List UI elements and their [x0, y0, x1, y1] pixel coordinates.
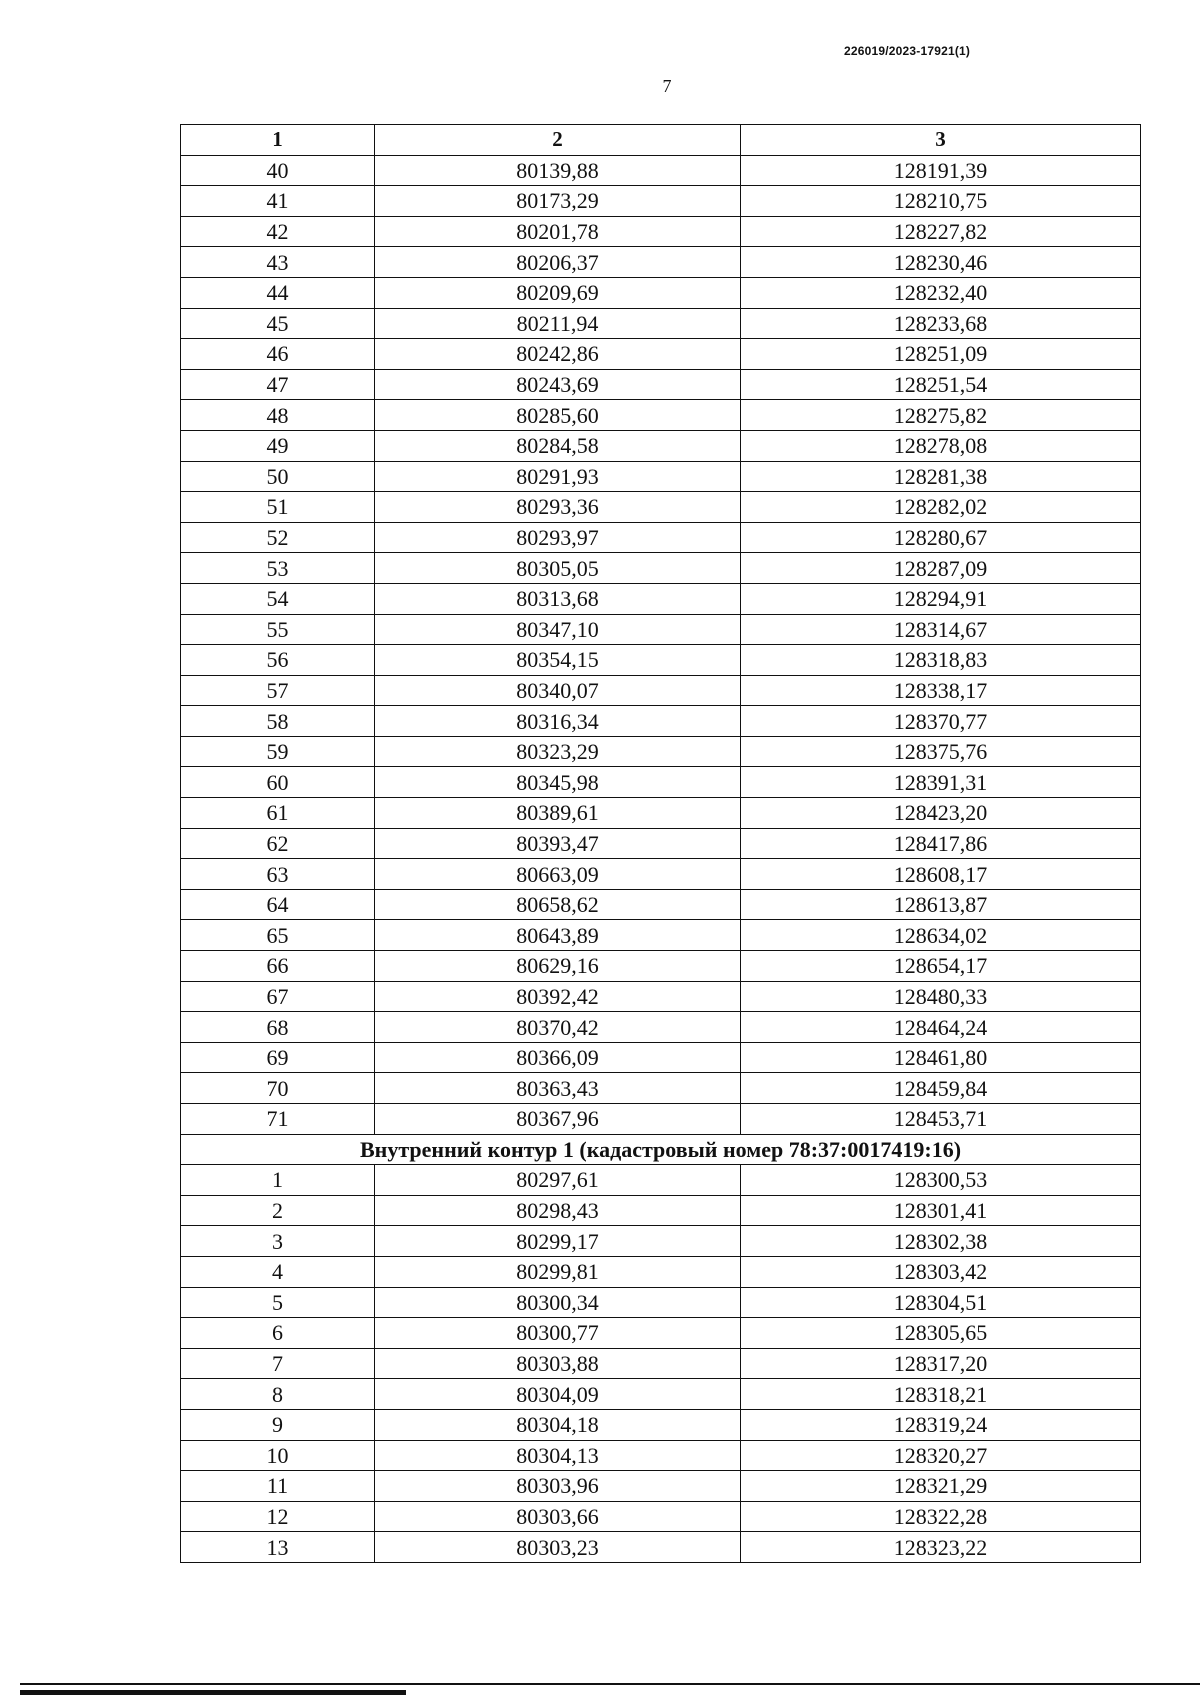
table-row	[181, 1501, 1141, 1532]
x-coordinate-cell: 80393,47	[375, 828, 741, 859]
point-number-cell: 12	[181, 1501, 375, 1532]
x-coordinate-cell: 80284,58	[375, 430, 741, 461]
point-number-cell: 40	[181, 155, 375, 186]
table-row	[181, 828, 1141, 859]
point-number-cell: 4	[181, 1256, 375, 1287]
point-number-cell: 5	[181, 1287, 375, 1318]
x-coordinate-cell: 80370,42	[375, 1012, 741, 1043]
point-number-cell: 42	[181, 216, 375, 247]
table-row	[181, 155, 1141, 186]
point-number-cell: 61	[181, 798, 375, 829]
table-row	[181, 1012, 1141, 1043]
y-coordinate-cell: 128282,02	[741, 492, 1141, 523]
x-coordinate-cell: 80389,61	[375, 798, 741, 829]
y-coordinate-cell: 128210,75	[741, 186, 1141, 217]
table-row	[181, 430, 1141, 461]
y-coordinate-cell: 128461,80	[741, 1042, 1141, 1073]
point-number-cell: 7	[181, 1348, 375, 1379]
x-coordinate-cell: 80299,17	[375, 1226, 741, 1257]
y-coordinate-cell: 128287,09	[741, 553, 1141, 584]
x-coordinate-cell: 80313,68	[375, 583, 741, 614]
x-coordinate-cell: 80297,61	[375, 1165, 741, 1196]
table-row	[181, 675, 1141, 706]
table-row	[181, 1379, 1141, 1410]
x-coordinate-cell: 80323,29	[375, 736, 741, 767]
point-number-cell: 62	[181, 828, 375, 859]
point-number-cell: 49	[181, 430, 375, 461]
point-number-cell: 52	[181, 522, 375, 553]
column-header-point-number: 1	[181, 125, 375, 156]
y-coordinate-cell: 128251,09	[741, 339, 1141, 370]
point-number-cell: 67	[181, 981, 375, 1012]
table-row	[181, 1348, 1141, 1379]
table-row	[181, 1256, 1141, 1287]
x-coordinate-cell: 80300,34	[375, 1287, 741, 1318]
y-coordinate-cell: 128417,86	[741, 828, 1141, 859]
table-row	[181, 1471, 1141, 1502]
x-coordinate-cell: 80201,78	[375, 216, 741, 247]
point-number-cell: 13	[181, 1532, 375, 1563]
y-coordinate-cell: 128317,20	[741, 1348, 1141, 1379]
table-row	[181, 736, 1141, 767]
inner-contour-title: Внутренний контур 1 (кадастровый номер 78:37:0017419:16)	[181, 1134, 1141, 1165]
point-number-cell: 1	[181, 1165, 375, 1196]
point-number-cell: 71	[181, 1104, 375, 1135]
x-coordinate-cell: 80354,15	[375, 645, 741, 676]
y-coordinate-cell: 128318,83	[741, 645, 1141, 676]
table-row	[181, 798, 1141, 829]
y-coordinate-cell: 128322,28	[741, 1501, 1141, 1532]
table-row	[181, 767, 1141, 798]
table-row	[181, 645, 1141, 676]
table-row	[181, 1440, 1141, 1471]
y-coordinate-cell: 128301,41	[741, 1195, 1141, 1226]
y-coordinate-cell: 128634,02	[741, 920, 1141, 951]
table-row	[181, 614, 1141, 645]
y-coordinate-cell: 128232,40	[741, 277, 1141, 308]
x-coordinate-cell: 80291,93	[375, 461, 741, 492]
inner-contour-section	[181, 1134, 1141, 1165]
point-number-cell: 8	[181, 1379, 375, 1410]
point-number-cell: 63	[181, 859, 375, 890]
y-coordinate-cell: 128302,38	[741, 1226, 1141, 1257]
table-row	[181, 186, 1141, 217]
x-coordinate-cell: 80211,94	[375, 308, 741, 339]
point-number-cell: 58	[181, 706, 375, 737]
y-coordinate-cell: 128275,82	[741, 400, 1141, 431]
y-coordinate-cell: 128233,68	[741, 308, 1141, 339]
x-coordinate-cell: 80299,81	[375, 1256, 741, 1287]
y-coordinate-cell: 128314,67	[741, 614, 1141, 645]
x-coordinate-cell: 80366,09	[375, 1042, 741, 1073]
y-coordinate-cell: 128375,76	[741, 736, 1141, 767]
y-coordinate-cell: 128278,08	[741, 430, 1141, 461]
point-number-cell: 66	[181, 951, 375, 982]
coordinates-table	[180, 124, 1141, 1563]
table-row	[181, 461, 1141, 492]
outer-contour-rows	[181, 155, 1141, 1134]
table-row	[181, 400, 1141, 431]
table-row	[181, 1104, 1141, 1135]
y-coordinate-cell: 128323,22	[741, 1532, 1141, 1563]
point-number-cell: 53	[181, 553, 375, 584]
document-registration-number: 226019/2023-17921(1)	[844, 44, 971, 58]
y-coordinate-cell: 128300,53	[741, 1165, 1141, 1196]
x-coordinate-cell: 80663,09	[375, 859, 741, 890]
y-coordinate-cell: 128294,91	[741, 583, 1141, 614]
table-header-row	[181, 125, 1141, 156]
table-row	[181, 216, 1141, 247]
table-row	[181, 951, 1141, 982]
table-row	[181, 308, 1141, 339]
x-coordinate-cell: 80340,07	[375, 675, 741, 706]
y-coordinate-cell: 128191,39	[741, 155, 1141, 186]
y-coordinate-cell: 128391,31	[741, 767, 1141, 798]
x-coordinate-cell: 80242,86	[375, 339, 741, 370]
point-number-cell: 50	[181, 461, 375, 492]
point-number-cell: 41	[181, 186, 375, 217]
y-coordinate-cell: 128304,51	[741, 1287, 1141, 1318]
y-coordinate-cell: 128305,65	[741, 1318, 1141, 1349]
x-coordinate-cell: 80303,96	[375, 1471, 741, 1502]
x-coordinate-cell: 80293,97	[375, 522, 741, 553]
y-coordinate-cell: 128318,21	[741, 1379, 1141, 1410]
table-row	[181, 1073, 1141, 1104]
table-row	[181, 522, 1141, 553]
section-title-row	[181, 1134, 1141, 1165]
x-coordinate-cell: 80243,69	[375, 369, 741, 400]
point-number-cell: 69	[181, 1042, 375, 1073]
x-coordinate-cell: 80305,05	[375, 553, 741, 584]
point-number-cell: 48	[181, 400, 375, 431]
table-row	[181, 920, 1141, 951]
point-number-cell: 57	[181, 675, 375, 706]
table-row	[181, 1409, 1141, 1440]
x-coordinate-cell: 80285,60	[375, 400, 741, 431]
table-row	[181, 277, 1141, 308]
table-row	[181, 859, 1141, 890]
x-coordinate-cell: 80363,43	[375, 1073, 741, 1104]
point-number-cell: 56	[181, 645, 375, 676]
table-row	[181, 1287, 1141, 1318]
x-coordinate-cell: 80629,16	[375, 951, 741, 982]
point-number-cell: 6	[181, 1318, 375, 1349]
x-coordinate-cell: 80345,98	[375, 767, 741, 798]
column-header-y-coordinate: 3	[741, 125, 1141, 156]
y-coordinate-cell: 128281,38	[741, 461, 1141, 492]
y-coordinate-cell: 128280,67	[741, 522, 1141, 553]
x-coordinate-cell: 80139,88	[375, 155, 741, 186]
x-coordinate-cell: 80347,10	[375, 614, 741, 645]
y-coordinate-cell: 128303,42	[741, 1256, 1141, 1287]
y-coordinate-cell: 128453,71	[741, 1104, 1141, 1135]
x-coordinate-cell: 80392,42	[375, 981, 741, 1012]
y-coordinate-cell: 128338,17	[741, 675, 1141, 706]
x-coordinate-cell: 80304,13	[375, 1440, 741, 1471]
point-number-cell: 11	[181, 1471, 375, 1502]
y-coordinate-cell: 128251,54	[741, 369, 1141, 400]
x-coordinate-cell: 80303,88	[375, 1348, 741, 1379]
point-number-cell: 2	[181, 1195, 375, 1226]
x-coordinate-cell: 80173,29	[375, 186, 741, 217]
x-coordinate-cell: 80658,62	[375, 889, 741, 920]
point-number-cell: 43	[181, 247, 375, 278]
point-number-cell: 60	[181, 767, 375, 798]
y-coordinate-cell: 128227,82	[741, 216, 1141, 247]
x-coordinate-cell: 80293,36	[375, 492, 741, 523]
point-number-cell: 54	[181, 583, 375, 614]
table-row	[181, 1195, 1141, 1226]
x-coordinate-cell: 80298,43	[375, 1195, 741, 1226]
y-coordinate-cell: 128654,17	[741, 951, 1141, 982]
point-number-cell: 51	[181, 492, 375, 523]
x-coordinate-cell: 80303,66	[375, 1501, 741, 1532]
point-number-cell: 68	[181, 1012, 375, 1043]
point-number-cell: 64	[181, 889, 375, 920]
footer-rule	[20, 1683, 1200, 1685]
table-row	[181, 1532, 1141, 1563]
table-row	[181, 1165, 1141, 1196]
table-row	[181, 583, 1141, 614]
column-header-x-coordinate: 2	[375, 125, 741, 156]
y-coordinate-cell: 128319,24	[741, 1409, 1141, 1440]
y-coordinate-cell: 128320,27	[741, 1440, 1141, 1471]
table-row	[181, 981, 1141, 1012]
table-row	[181, 339, 1141, 370]
x-coordinate-cell: 80304,18	[375, 1409, 741, 1440]
y-coordinate-cell: 128459,84	[741, 1073, 1141, 1104]
point-number-cell: 44	[181, 277, 375, 308]
point-number-cell: 10	[181, 1440, 375, 1471]
x-coordinate-cell: 80209,69	[375, 277, 741, 308]
point-number-cell: 45	[181, 308, 375, 339]
y-coordinate-cell: 128464,24	[741, 1012, 1141, 1043]
table-row	[181, 247, 1141, 278]
point-number-cell: 55	[181, 614, 375, 645]
table-row	[181, 1318, 1141, 1349]
x-coordinate-cell: 80300,77	[375, 1318, 741, 1349]
footer-rule-thick	[20, 1690, 406, 1695]
point-number-cell: 3	[181, 1226, 375, 1257]
table-row	[181, 492, 1141, 523]
x-coordinate-cell: 80643,89	[375, 920, 741, 951]
y-coordinate-cell: 128423,20	[741, 798, 1141, 829]
y-coordinate-cell: 128321,29	[741, 1471, 1141, 1502]
x-coordinate-cell: 80316,34	[375, 706, 741, 737]
table-row	[181, 1226, 1141, 1257]
point-number-cell: 47	[181, 369, 375, 400]
x-coordinate-cell: 80367,96	[375, 1104, 741, 1135]
x-coordinate-cell: 80303,23	[375, 1532, 741, 1563]
table-row	[181, 889, 1141, 920]
point-number-cell: 59	[181, 736, 375, 767]
y-coordinate-cell: 128608,17	[741, 859, 1141, 890]
y-coordinate-cell: 128370,77	[741, 706, 1141, 737]
table-row	[181, 369, 1141, 400]
y-coordinate-cell: 128230,46	[741, 247, 1141, 278]
x-coordinate-cell: 80206,37	[375, 247, 741, 278]
point-number-cell: 9	[181, 1409, 375, 1440]
point-number-cell: 65	[181, 920, 375, 951]
point-number-cell: 70	[181, 1073, 375, 1104]
table-row	[181, 553, 1141, 584]
page-number: 7	[662, 76, 672, 96]
y-coordinate-cell: 128480,33	[741, 981, 1141, 1012]
y-coordinate-cell: 128613,87	[741, 889, 1141, 920]
table-row	[181, 706, 1141, 737]
point-number-cell: 46	[181, 339, 375, 370]
x-coordinate-cell: 80304,09	[375, 1379, 741, 1410]
inner-contour-rows	[181, 1165, 1141, 1563]
table-row	[181, 1042, 1141, 1073]
